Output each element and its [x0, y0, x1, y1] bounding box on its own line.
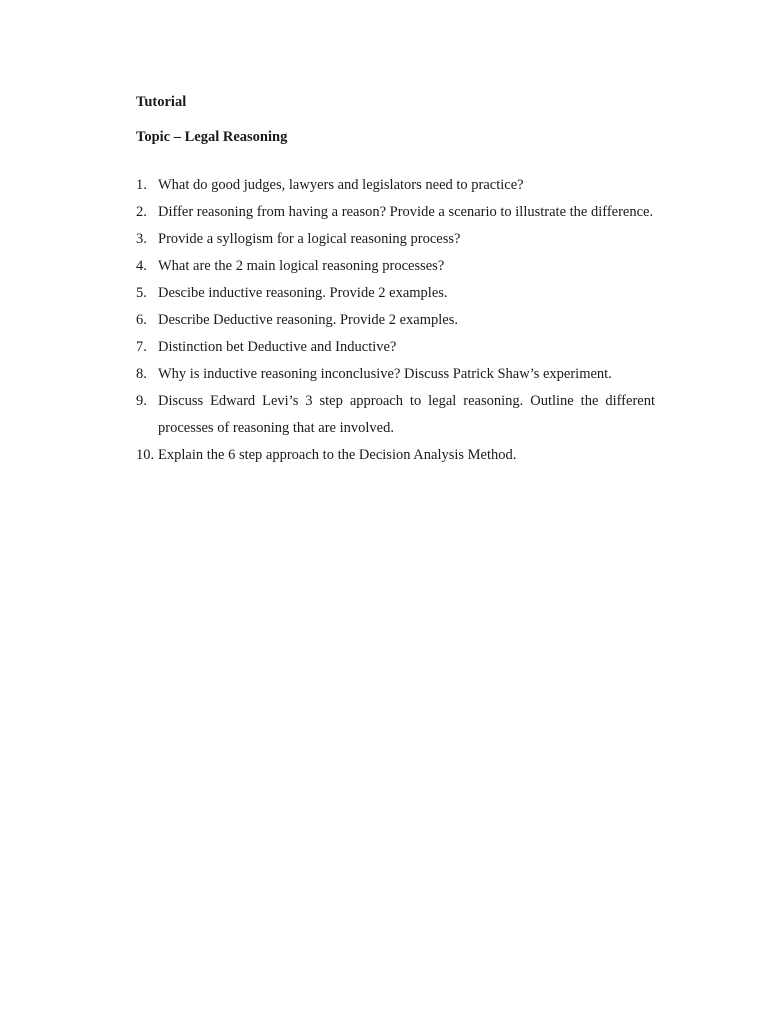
question-number: 3.	[136, 231, 147, 247]
question-text: Discuss Edward Levi’s 3 step approach to legal reasoning. Outline the different processes of reasoning that are involved.	[158, 393, 655, 436]
question-number: 1.	[136, 177, 147, 193]
question-item	[136, 280, 655, 307]
question-text: Descibe inductive reasoning. Provide 2 examples.	[158, 285, 448, 301]
question-text: Why is inductive reasoning inconclusive? Discuss Patrick Shaw’s experiment.	[158, 366, 612, 382]
question-text: What do good judges, lawyers and legislators need to practice?	[158, 177, 524, 193]
question-number: 7.	[136, 339, 147, 355]
question-text: Differ reasoning from having a reason? Provide a scenario to illustrate the difference.	[158, 204, 654, 220]
question-number: 4.	[136, 258, 147, 274]
question-item	[136, 172, 655, 199]
question-item	[136, 226, 655, 253]
question-text: Provide a syllogism for a logical reasoning process?	[158, 231, 461, 247]
question-text: Describe Deductive reasoning. Provide 2 examples.	[158, 312, 458, 328]
question-item	[136, 199, 655, 226]
question-number: 8.	[136, 366, 147, 382]
question-number: 6.	[136, 312, 147, 328]
question-text: What are the 2 main logical reasoning processes?	[158, 258, 445, 274]
question-number: 9.	[136, 393, 147, 409]
question-item	[136, 307, 655, 334]
question-item	[136, 442, 655, 469]
question-item	[136, 361, 655, 388]
question-item	[136, 334, 655, 361]
question-list	[136, 172, 655, 469]
question-text: Explain the 6 step approach to the Decision Analysis Method.	[158, 447, 517, 463]
question-number: 5.	[136, 285, 147, 301]
question-item	[136, 388, 655, 442]
question-text: Distinction bet Deductive and Inductive?	[158, 339, 397, 355]
question-number: 2.	[136, 204, 147, 220]
question-item	[136, 253, 655, 280]
document-title: Tutorial	[136, 94, 187, 110]
question-number: 10.	[136, 447, 155, 463]
document-topic: Topic – Legal Reasoning	[136, 129, 288, 145]
